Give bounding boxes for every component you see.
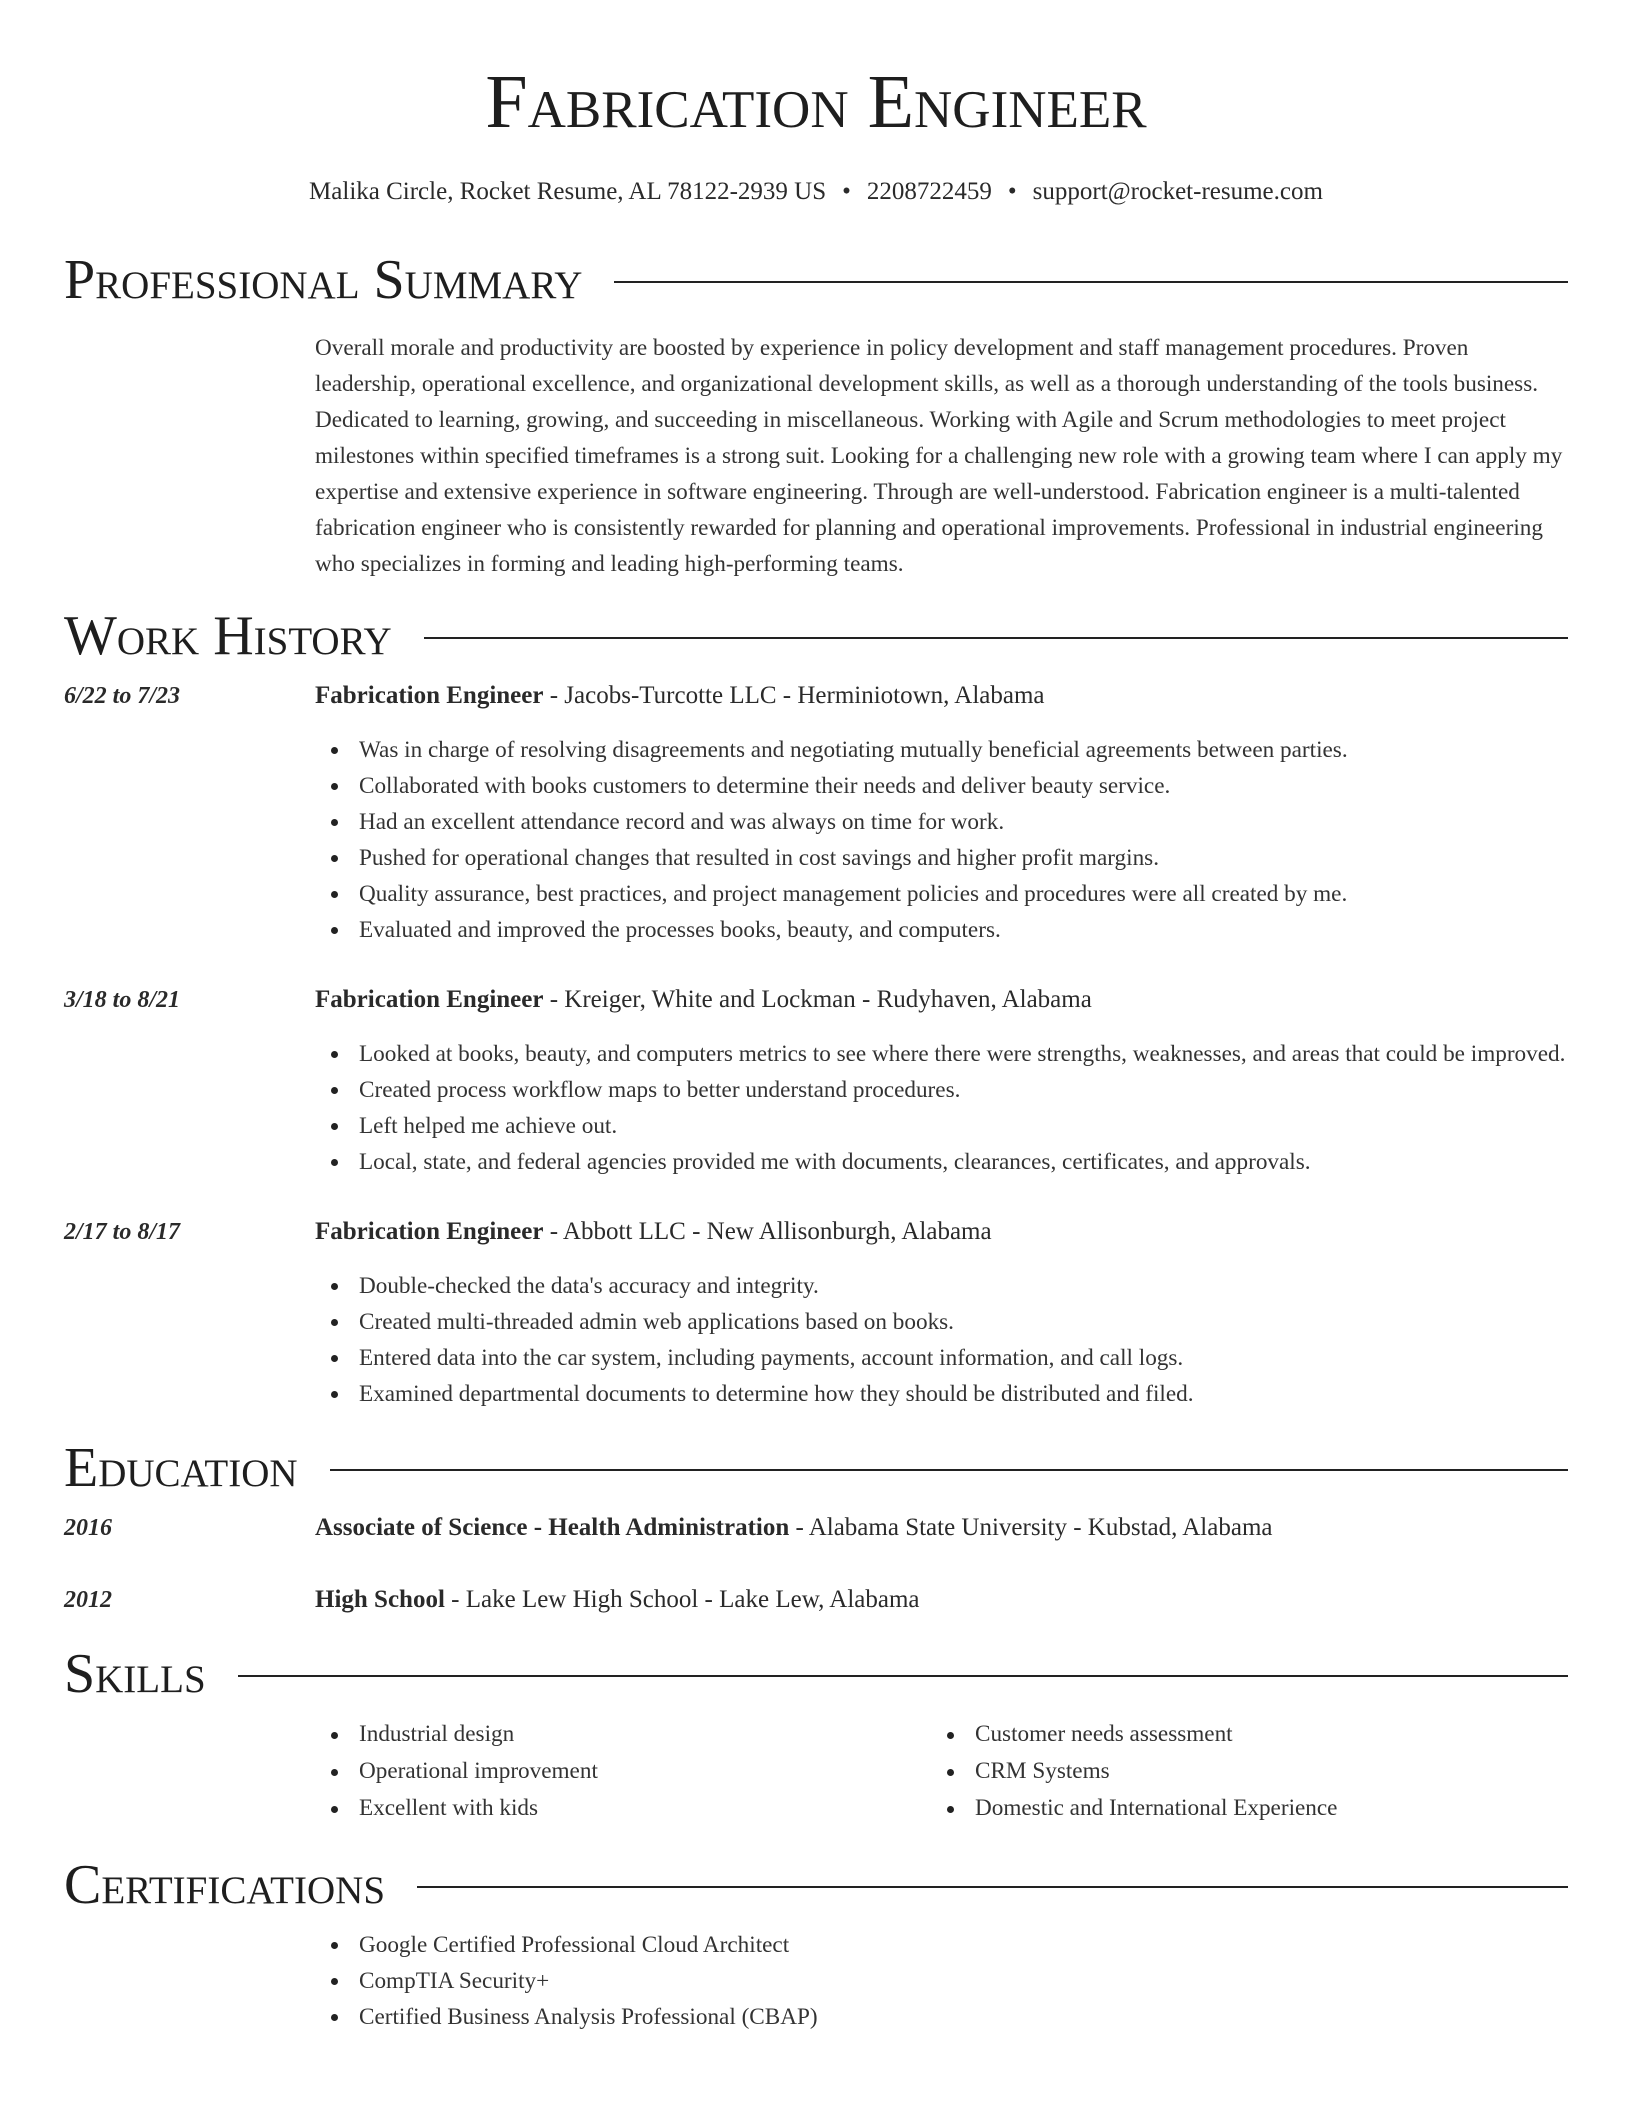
contact-separator: •: [1007, 178, 1017, 205]
education-heading: [315, 1510, 1272, 1546]
work-entry: [64, 678, 1568, 948]
list-item: Looked at books, beauty, and computers metrics to see where there were strengths, weaknesses, and areas that could be improved.: [315, 1036, 1568, 1072]
section-divider: [330, 1469, 1568, 1471]
contact-address: Malika Circle, Rocket Resume, AL 78122-2939 US: [309, 178, 827, 205]
list-item: Pushed for operational changes that resulted in cost savings and higher profit margins.: [315, 840, 1568, 876]
section-title: Work History: [64, 605, 392, 667]
list-item: Entered data into the car system, including payments, account information, and call logs.: [315, 1340, 1568, 1376]
skill-item: CRM Systems: [931, 1753, 1547, 1790]
list-item: Created process workflow maps to better understand procedures.: [315, 1072, 1568, 1108]
section-divider: [424, 637, 1568, 639]
list-item: Local, state, and federal agencies provided me with documents, clearances, certificates, and approvals.: [315, 1144, 1568, 1180]
section-title: Education: [64, 1437, 298, 1499]
skill-item: Operational improvement: [315, 1753, 931, 1790]
job-details: - Jacobs-Turcotte LLC - Herminiotown, Alabama: [543, 682, 1045, 709]
work-heading: [315, 1214, 992, 1250]
skill-item: Customer needs assessment: [931, 1716, 1547, 1753]
job-title: Fabrication Engineer: [315, 682, 544, 709]
degree: High School: [315, 1586, 445, 1613]
job-title: Fabrication Engineer: [315, 986, 544, 1013]
work-bullets: [315, 732, 1568, 948]
summary-text: Overall morale and productivity are boosted by experience in policy development and staff management procedures. Proven leadership, operational excellence, and organizational development skills, as well as a thorough understanding of the tools business. Dedicated to learning, growing, and succeeding in miscellaneous. Working with Agile and Scrum methodologies to meet project milestones within specified timeframes is a strong suit. Looking for a challenging new role with a growing team where I can apply my expertise and extensive experience in software engineering. Through are well-understood. Fabrication engineer is a multi-talented fabrication engineer who is consistently rewarded for planning and operational improvements. Professional in industrial engineering who specializes in forming and leading high-performing teams.: [315, 335, 1563, 577]
skill-item: Industrial design: [315, 1716, 931, 1753]
section-heading-work-history: [64, 605, 1568, 667]
section-heading-education: [64, 1437, 1568, 1499]
certification-item: CompTIA Security+: [315, 1963, 1568, 1999]
section-heading-certifications: [64, 1854, 1568, 1916]
work-heading: [315, 678, 1045, 714]
list-item: Was in charge of resolving disagreements and negotiating mutually beneficial agreements between parties.: [315, 732, 1568, 768]
list-item: Had an excellent attendance record and was always on time for work.: [315, 804, 1568, 840]
list-item: Collaborated with books customers to determine their needs and deliver beauty service.: [315, 768, 1568, 804]
contact-line: [64, 178, 1568, 206]
contact-email: support@rocket-resume.com: [1032, 178, 1323, 205]
degree: Associate of Science - Health Administration: [315, 1514, 790, 1541]
skills-grid: [315, 1716, 1568, 1827]
section-divider: [614, 281, 1568, 283]
job-details: - Kreiger, White and Lockman - Rudyhaven, Alabama: [543, 986, 1092, 1013]
work-entry-header: [64, 982, 1568, 1018]
section-title: Certifications: [64, 1854, 386, 1916]
section-divider: [238, 1675, 1568, 1677]
list-item: Quality assurance, best practices, and project management policies and procedures were all created by me.: [315, 876, 1568, 912]
work-dates: 6/22 to 7/23: [64, 683, 181, 709]
work-entry-header: [64, 1214, 1568, 1250]
job-title: Fabrication Engineer: [315, 1218, 544, 1245]
certification-item: Certified Business Analysis Professional (CBAP): [315, 1999, 1568, 2035]
list-item: Examined departmental documents to determine how they should be distributed and filed.: [315, 1376, 1568, 1412]
education-year: 2012: [64, 1587, 112, 1613]
job-details: - Abbott LLC - New Allisonburgh, Alabama: [543, 1218, 992, 1245]
certifications-list: [315, 1927, 1568, 2035]
skills-column-left: [315, 1716, 931, 1827]
skill-item: Domestic and International Experience: [931, 1790, 1547, 1827]
education-details: - Lake Lew High School - Lake Lew, Alabama: [444, 1586, 920, 1613]
list-item: Created multi-threaded admin web applications based on books.: [315, 1304, 1568, 1340]
resume-title: Fabrication Engineer: [485, 60, 1147, 144]
work-entry: [64, 982, 1568, 1180]
contact-phone: 2208722459: [866, 178, 992, 205]
section-title: Professional Summary: [64, 249, 583, 311]
work-bullets: [315, 1268, 1568, 1412]
list-item: Left helped me achieve out.: [315, 1108, 1568, 1144]
education-heading: [315, 1582, 920, 1618]
skill-item: Excellent with kids: [315, 1790, 931, 1827]
work-entry: [64, 1214, 1568, 1412]
skills-column-right: [931, 1716, 1547, 1827]
education-entry: [64, 1582, 1568, 1618]
education-entry: [64, 1510, 1568, 1546]
education-year: 2016: [64, 1515, 112, 1541]
work-bullets: [315, 1036, 1568, 1180]
section-heading-skills: [64, 1643, 1568, 1705]
list-item: Evaluated and improved the processes books, beauty, and computers.: [315, 912, 1568, 948]
work-heading: [315, 982, 1092, 1018]
work-dates: 3/18 to 8/21: [64, 987, 181, 1013]
resume-page: [64, 0, 1568, 2035]
certification-item: Google Certified Professional Cloud Architect: [315, 1927, 1568, 1963]
contact-separator: •: [842, 178, 851, 205]
work-dates: 2/17 to 8/17: [64, 1219, 181, 1245]
work-entry-header: [64, 678, 1568, 714]
section-heading-summary: [64, 249, 1568, 311]
education-details: - Alabama State University - Kubstad, Alabama: [789, 1514, 1273, 1541]
section-divider: [417, 1886, 1568, 1888]
list-item: Double-checked the data's accuracy and integrity.: [315, 1268, 1568, 1304]
section-title: Skills: [64, 1643, 206, 1705]
